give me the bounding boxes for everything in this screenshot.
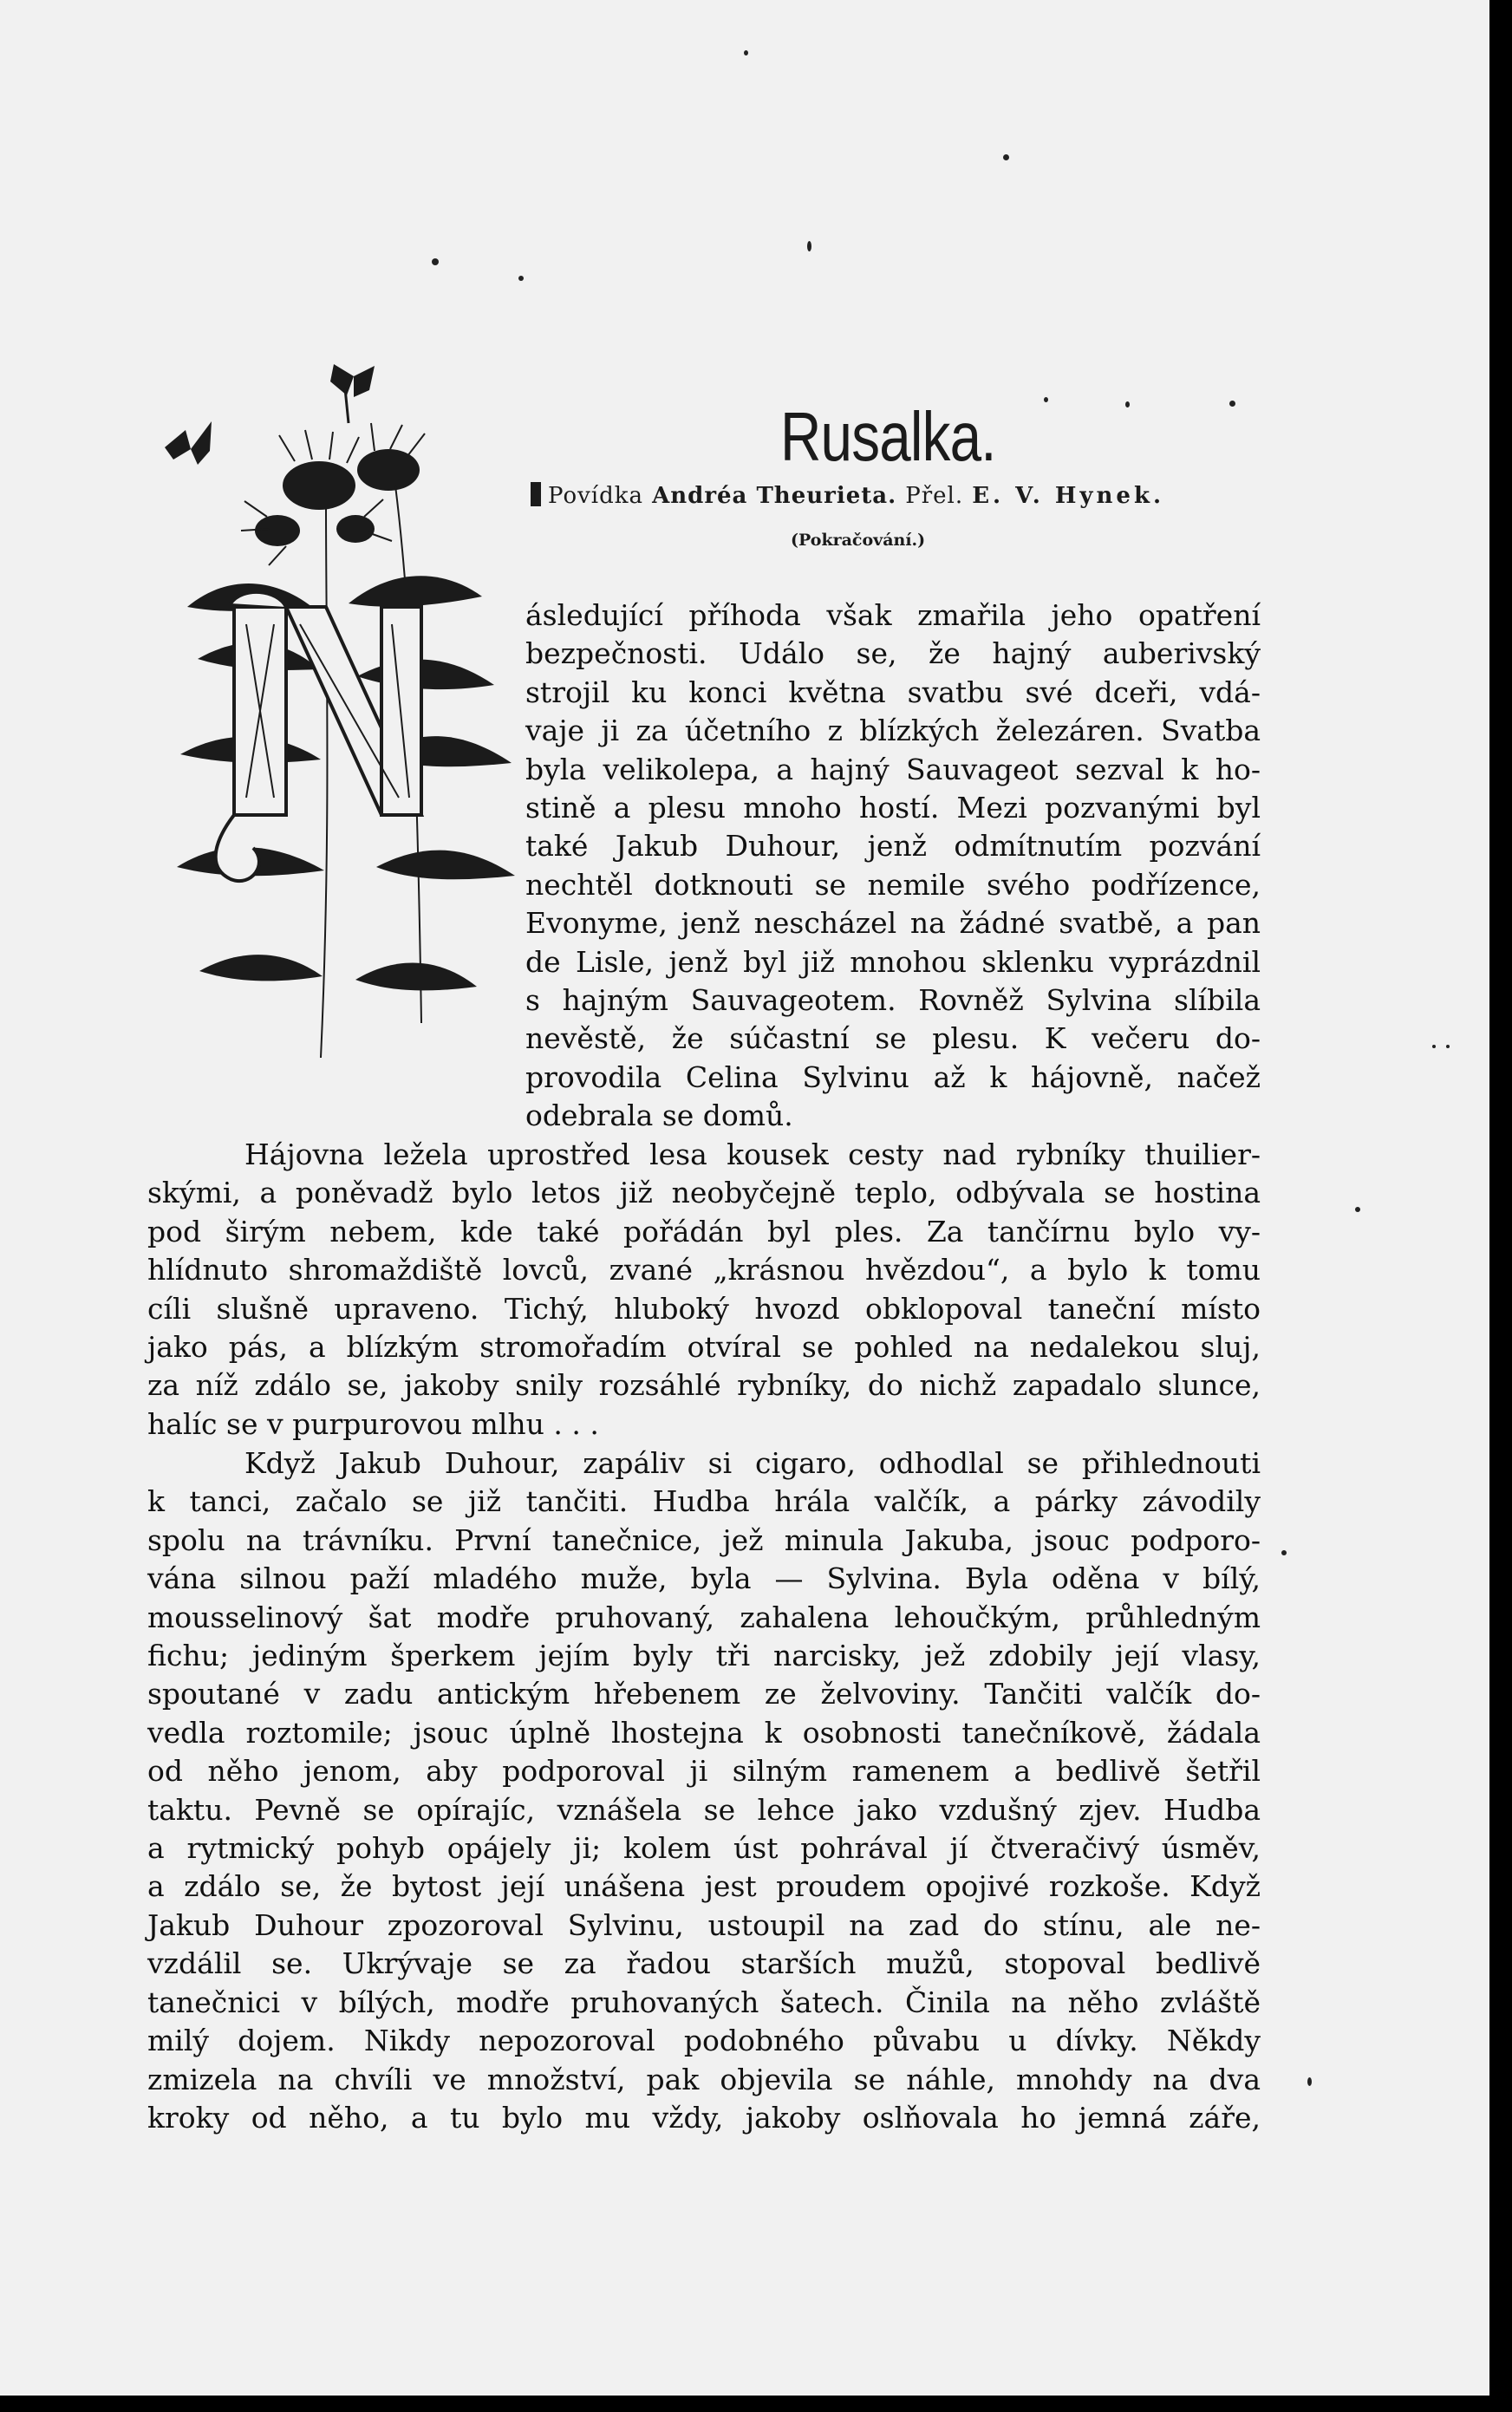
text-line: skými, a poněvadž bylo letos již neobyčejně teplo, odbývala se hostina — [147, 1176, 1261, 1210]
text-line: k tanci, začalo se již tančiti. Hudba hrála valčík, a párky závodily — [147, 1484, 1261, 1519]
text-line: zmizela na chvíli ve množství, pak objevila se náhle, mnohdy na dva — [147, 2062, 1261, 2096]
text-line: vzdálil se. Ukrývaje se za řadou starších mužů, stopoval bedlivě — [147, 1946, 1261, 1981]
speck — [1044, 397, 1048, 402]
text-line: byla velikolepa, a hajný Sauvageot sezval k ho- — [525, 752, 1261, 786]
text-line: kroky od něho, a tu bylo mu vždy, jakoby oslňovala ho jemná záře, — [147, 2100, 1261, 2135]
text-line: halíc se v purpurovou mlhu . . . — [147, 1406, 599, 1441]
continued-note: (Pokračování.) — [791, 531, 926, 550]
text-line: tanečnici v bílých, modře pruhovaných šatech. Činila na něho zvláště — [147, 1985, 1261, 2019]
text-line: bezpečnosti. Událo se, že hajný auberivský — [525, 636, 1261, 671]
speck — [432, 258, 439, 265]
text-line: milý dojem. Nikdy nepozoroval podobného půvabu u dívky. Někdy — [147, 2024, 1261, 2058]
text-line: také Jakub Duhour, jenž odmítnutím pozvání — [525, 829, 1261, 864]
speck — [1307, 2077, 1312, 2086]
article-title: Rusalka. — [780, 398, 996, 475]
text-line: Hájovna ležela uprostřed lesa kousek cesty nad rybníky thuilier- — [244, 1138, 1261, 1171]
paragraph-2 — [147, 1136, 1261, 1444]
text-line: provodila Celina Sylvinu až k hájovně, načež — [525, 1059, 1261, 1094]
text-line: vaje ji za účetního z blízkých železáren. Svatba — [525, 714, 1261, 748]
text-line: fichu; jediným šperkem jejím byly tři narcisky, jež zdobily její vlasy, — [147, 1639, 1261, 1673]
speck — [1003, 154, 1009, 160]
text-line: spolu na trávníku. První tanečnice, jež minula Jakuba, jsouc podporo- — [147, 1522, 1261, 1557]
speck — [1446, 1045, 1450, 1048]
text-line: taktu. Pevně se opírajíc, vznášela se lehce jako vzdušný zjev. Hudba — [147, 1792, 1261, 1827]
text-line: stině a plesu mnoho hostí. Mezi pozvanými byl — [525, 791, 1261, 825]
text-line: spoutané v zadu antickým hřebenem ze želvoviny. Tančiti valčík do- — [147, 1677, 1261, 1711]
text-line: a zdálo se, že bytost její unášena jest proudem opojivé rozkoše. Když — [147, 1869, 1261, 1904]
text-line: vána silnou paží mladého muže, byla — Sylvina. Byla oděna v bílý, — [147, 1561, 1261, 1596]
speck — [1432, 1045, 1436, 1048]
text-line: hlídnuto shromaždiště lovců, zvané „krásnou hvězdou“, a bylo k tomu — [147, 1253, 1261, 1287]
text-line: s hajným Sauvageotem. Rovněž Sylvina slíbila — [525, 983, 1261, 1018]
text-line: Když Jakub Duhour, zapáliv si cigaro, odhodlal se přihlednouti — [244, 1446, 1261, 1480]
text-line: nechtěl dotknouti se nemile svého podřízence, — [525, 867, 1261, 902]
byline — [531, 482, 1164, 509]
speck — [1355, 1207, 1360, 1212]
text-line: vedla roztomile; jsouc úplně lhostejna k osobnosti tanečníkově, žádala — [147, 1715, 1261, 1750]
text-line: ásledující příhoda však zmařila jeho opatření — [525, 598, 1261, 632]
text-line: mousselinový šat modře pruhovaný, zahalena lehoučkým, průhledným — [147, 1600, 1261, 1634]
speck — [1229, 401, 1235, 407]
byline-translator: E. V. Hynek. — [972, 483, 1165, 509]
text-line: od něho jenom, aby podporoval ji silným ramenem a bedlivě šetřil — [147, 1754, 1261, 1789]
text-line: de Lisle, jenž byl již mnohou sklenku vyprázdnil — [525, 944, 1261, 979]
text-line: strojil ku konci května svatbu své dceři, vdá- — [525, 675, 1261, 709]
speck — [1281, 1550, 1287, 1555]
text-line: za níž zdálo se, jakoby snily rozsáhlé rybníky, do nichž zapadalo slunce, — [147, 1368, 1261, 1403]
byline-author: Andréa Theurieta. — [652, 483, 897, 509]
paragraph-3 — [147, 1444, 1261, 2137]
text-line: a rytmický pohyb opájely ji; kolem úst pohrával jí čtveračivý úsměv, — [147, 1831, 1261, 1866]
text-line: odebrala se domů. — [525, 1098, 793, 1133]
speck — [518, 276, 524, 281]
byline-genre: Povídka — [548, 483, 643, 509]
speck — [807, 241, 811, 251]
text-line: Evonyme, jenž nescházel na žádné svatbě, a pan — [525, 906, 1261, 941]
paragraph-1 — [525, 596, 1261, 1136]
speck — [744, 50, 748, 55]
text-line: jako pás, a blízkým stromořadím otvíral se pohled na nedalekou sluj, — [147, 1330, 1261, 1365]
byline-mark — [531, 482, 541, 506]
text-line: cíli slušně upraveno. Tichý, hluboký hvozd obklopoval taneční místo — [147, 1291, 1261, 1326]
thistle-initial-n-ornament — [147, 347, 538, 1092]
speck — [1125, 401, 1130, 407]
text-line: pod širým nebem, kde také pořádán byl ples. Za tančírnu bylo vy- — [147, 1214, 1261, 1248]
text-line: Jakub Duhour zpozoroval Sylvinu, ustoupil na zad do stínu, ale ne- — [147, 1907, 1261, 1942]
byline-translated-by: Přel. — [905, 483, 964, 509]
text-line: nevěstě, že súčastní se plesu. K večeru do- — [525, 1021, 1261, 1056]
